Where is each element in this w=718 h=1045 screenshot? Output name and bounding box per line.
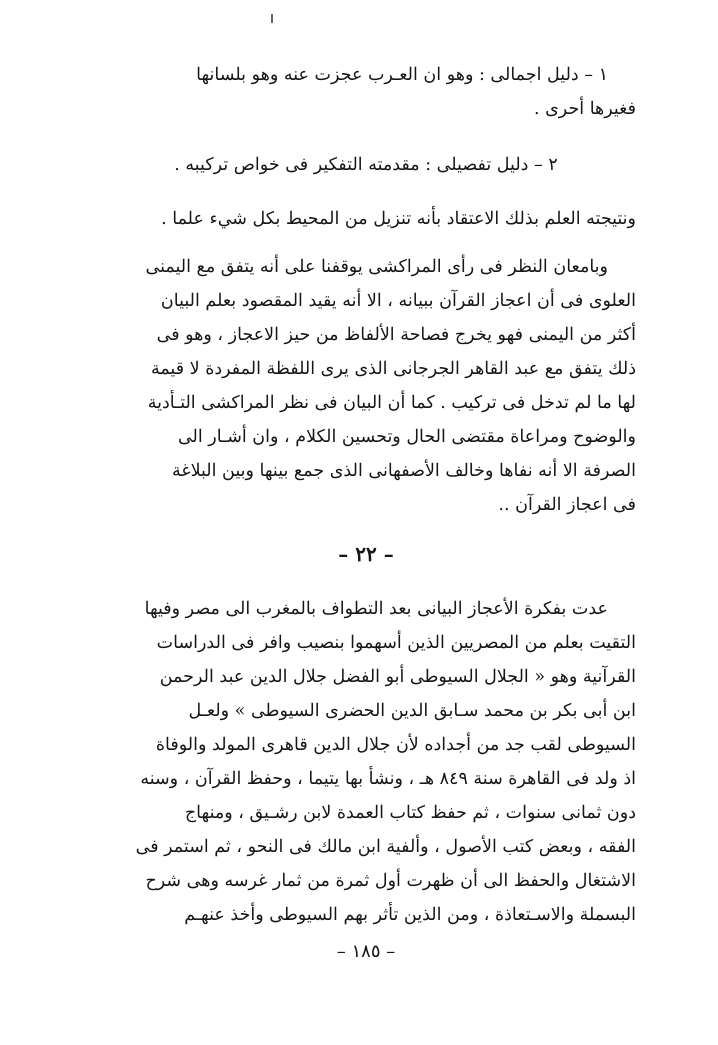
paragraph-1 — [96, 250, 636, 522]
item-1-line: ١ – دليل اجمالى : وهو ان العـرب عجزت عنه وهو بلسانها — [196, 65, 608, 85]
paragraph-line: القرآنية وهو « الجلال السيوطى أبو الفضل جلال الدين عبد الرحمن — [159, 667, 636, 687]
item-1 — [96, 58, 636, 126]
paragraph-line: ابن أبى بكر بن محمد سـابق الدين الحضرى السيوطى » ولعـل — [188, 701, 636, 721]
paragraph-line: البسملة والاسـتعاذة ، ومن الذين تأثر بهم السيوطى وأخذ عنهـم — [184, 905, 636, 925]
paragraph-line: دون ثمانى سنوات ، ثم حفظ كتاب العمدة لابن رشـيق ، ومنهاج — [184, 803, 636, 823]
page-number: – ١٨٥ – — [336, 941, 396, 962]
paragraph-line: الاشتغال والحفظ الى أن ظهرت أول ثمرة من ثمار غرسه وهى شرح — [145, 871, 636, 891]
paragraph-line: الفقه ، وبعض كتب الأصول ، وألفية ابن مالك فى النحو ، ثم استمر فى — [135, 837, 636, 857]
paragraph-line: عدت بفكرة الأعجاز البيانى بعد التطواف بالمغرب الى مصر وفيها — [144, 599, 608, 619]
item-2: ٢ – دليل تفصيلى : مقدمته التفكير فى خواص تركيبه . — [174, 155, 558, 175]
paragraph-line: اذ ولد فى القاهرة سنة ٨٤٩ هـ ، ونشأ بها يتيما ، وحفظ القرآن ، وسنه — [140, 769, 636, 789]
section-number: – ٢٢ – — [338, 542, 394, 566]
paragraph-line: التقيت بعلم من المصريين الذين أسهموا بنصيب وافر فى الدراسات — [156, 633, 636, 653]
conclusion-line — [96, 202, 636, 236]
conclusion-text: ونتيجته العلم بذلك الاعتقاد بأنه تنزيل من المحيط بكل شيء علما . — [161, 209, 636, 229]
paragraph-2 — [96, 592, 636, 932]
paragraph-line: الصرفة الا أنه نفاها وخالف الأصفهانى الذى جمع بينها وبين البلاغة — [172, 461, 636, 481]
page-top-mark — [271, 14, 273, 23]
paragraph-line: والوضوح ومراعاة مقتضى الحال وتحسين الكلام ، وان أشـار الى — [177, 427, 636, 447]
item-1-line: فغيرها أحرى . — [533, 99, 636, 119]
paragraph-line: فى اعجاز القرآن .. — [498, 495, 636, 515]
paragraph-line: العلوى فى أن اعجاز القرآن ببيانه ، الا أنه يقيد المقصود بعلم البيان — [160, 291, 636, 311]
paragraph-line: السيوطى لقب جد من أجداده لأن جلال الدين قاهرى المولد والوفاة — [155, 735, 636, 755]
paragraph-line: وبامعان النظر فى رأى المراكشى يوقفنا على أنه يتفق مع اليمنى — [145, 257, 608, 277]
paragraph-line: ذلك يتفق مع عبد القاهر الجرجانى الذى يرى اللفظة المفردة لا قيمة — [150, 359, 636, 379]
paragraph-line: أكثر من اليمنى فهو يخرج فصاحة الألفاظ من حيز الاعجاز ، وهو فى — [156, 325, 636, 345]
paragraph-line: لها ما لم تدخل فى تركيب . كما أن البيان فى نظر المراكشى التـأدية — [147, 393, 636, 413]
